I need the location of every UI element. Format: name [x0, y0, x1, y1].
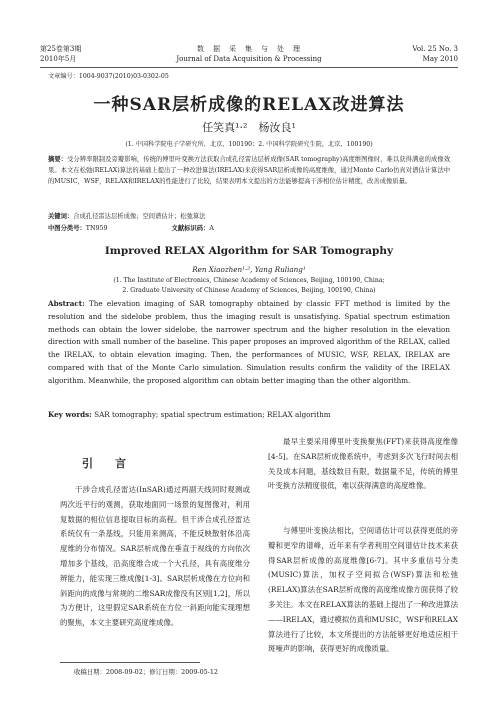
abstract-cn: [48, 154, 450, 188]
journal-name: [130, 44, 368, 64]
journal-volume-en: [412, 44, 458, 64]
affiliation-en-2: 2. Graduate University of Chinese Academy of Sciences, Beijing, 100190, China): [122, 287, 376, 294]
keywords-label-en: Key words:: [48, 410, 92, 419]
title-cn: 一种SAR层析成像的RELAX改进算法: [93, 95, 405, 115]
authors-cn: 任笑真¹·² 杨汝良¹: [202, 121, 296, 134]
intro-right-para-1: 最早主要采用傅里叶变换聚焦(FFT)来获得高度维像[4-5]。在SAR层析成像系统中，考虑到多次飞行时间去相关及成本问题，基线数目有限，数据量不足，传统的傅里叶变换方法精度很低，难以获得满意的高度维像。: [268, 437, 458, 491]
keywords-en: [48, 410, 331, 419]
abstract-text-cn: 受分辨率限制及旁瓣影响，传统的傅里叶变换方法获取合成孔径雷达层析成像(SAR tomography)高度维图像时，难以获得满意的成像效果。本文在松弛(RELAX)算法的基础上提出了一种改进算法(IRELAX)来获得SAR层析成像的高度维像，通过Monte Carlo仿真对谱估计算法中的MUSIC，WSF，RELAX和IRELAX的性能进行了比较，结果表明本文提出的方法能够提高干涉相位估计精度，改善成像质量。: [48, 156, 451, 186]
issue-volume: 第25卷第3期: [40, 45, 82, 53]
classification: [48, 223, 214, 232]
section-heading-intro: 引 言: [82, 457, 126, 470]
abstract-en: [48, 298, 450, 388]
keywords-text-cn: 合成孔径雷达层析成像；空间谱估计；松弛算法: [73, 213, 206, 220]
abstract-label-cn: 摘要：: [48, 156, 68, 163]
abstract-label-en: Abstract:: [48, 299, 85, 308]
keywords-label-cn: 关键词：: [48, 213, 74, 220]
journal-name-en: Journal of Data Acquisition & Processing: [176, 55, 322, 63]
volume-en: Vol. 25 No. 3: [412, 45, 458, 53]
journal-issue: [40, 44, 81, 64]
doc-label: 文献标识码：: [171, 225, 210, 232]
article-number: 文章编号：1004-9037(2010)03-0302-05: [48, 73, 169, 80]
footnote-rule: [60, 662, 200, 663]
title-en: Improved RELAX Algorithm for SAR Tomography: [104, 245, 394, 257]
date-en: May 2010: [422, 55, 458, 63]
issue-date: 2010年5月: [40, 55, 77, 63]
doc-value: A: [209, 225, 214, 232]
intro-right-para-2: 与傅里叶变换法相比，空间谱估计可以获得更低的旁瓣和更窄的谱峰，近年来有学者利用空间谱估计技术来获得SAR层析成像的高度维像[6-7]。其中多重信号分类(MUSIC)算法，加权子空间拟合(WSF)算法和松弛(RELAX)算法在SAR层析成像的高度维成像方面获得了较多关注。本文在RELAX算法的基础上提出了一种改进算法——IRELAX，通过模拟仿真和MUSIC，WSF和RELAX算法进行了比较，本文所提出的方法能够更好地适应相干斑噪声的影响，获得更好的成像质量。: [268, 526, 458, 654]
clc-label: 中图分类号：: [48, 225, 86, 232]
clc-value: TN959: [85, 225, 108, 232]
journal-name-cn: 数 据 采 集 与 处 理: [197, 45, 301, 53]
affiliation-cn: (1. 中国科学院电子学研究所，北京，100190；2. 中国科学院研究生院，北京，100190): [125, 141, 373, 148]
authors-en: Ren Xiaozhen¹·², Yang Ruliang¹: [192, 265, 306, 274]
intro-left-column: 干涉合成孔径雷达(InSAR)通过两副天线同时观测或两次近平行的观测，获取地面同一场景的复图像对，利用复数据的相位信息提取目标的高程。但干涉合成孔径雷达系统仅有一条基线，只能用来测高，不能反映散射体沿高度维的分布情况。SAR层析成像在垂直于视线的方向依次增加多个基线，沿高度维合成一个大孔径，具有高度维分辨能力，能实现三维成像[1-3]。SAR层析成像在方位向和斜距向的成像与常规的二维SAR成像没有区别[1,2]，所以为方便计，这里假定SAR系统在方位一斜距向能实现理想的聚焦，本文主要研究高度维成像。: [60, 485, 250, 628]
abstract-text-en: The elevation imaging of SAR tomography obtained by classic FFT method is limited by the resolution and the sidelobe problem, thus the imaging result is unsatisfying. Spatial spectrum estimation methods can obtain the lower sidelobe, the narrower spectrum and the higher resolution in the elevation direction with small number of the baseline. This paper proposes an improved algorithm of the RELAX, called the IRELAX, to obtain elevation imaging. Then, the performances of MUSIC, WSF, RELAX, IRELAX are compared with that of the Monte Carlo simulation. Simulation results confirm the validity of the IRELAX algorithm. Meanwhile, the proposed algorithm can obtain better imaging than the other algorithm.: [48, 299, 450, 385]
header-rule: [40, 67, 458, 68]
affiliation-en-1: (1. The Institute of Electronics, Chinese Academy of Sciences, Beijing, 100190, China;: [113, 277, 385, 284]
keywords-cn: [48, 211, 205, 220]
keywords-text-en: SAR tomography; spatial spectrum estimation; RELAX algorithm: [94, 410, 331, 419]
received-date: 收稿日期：2008-09-02；修订日期：2009-05-12: [74, 668, 218, 676]
